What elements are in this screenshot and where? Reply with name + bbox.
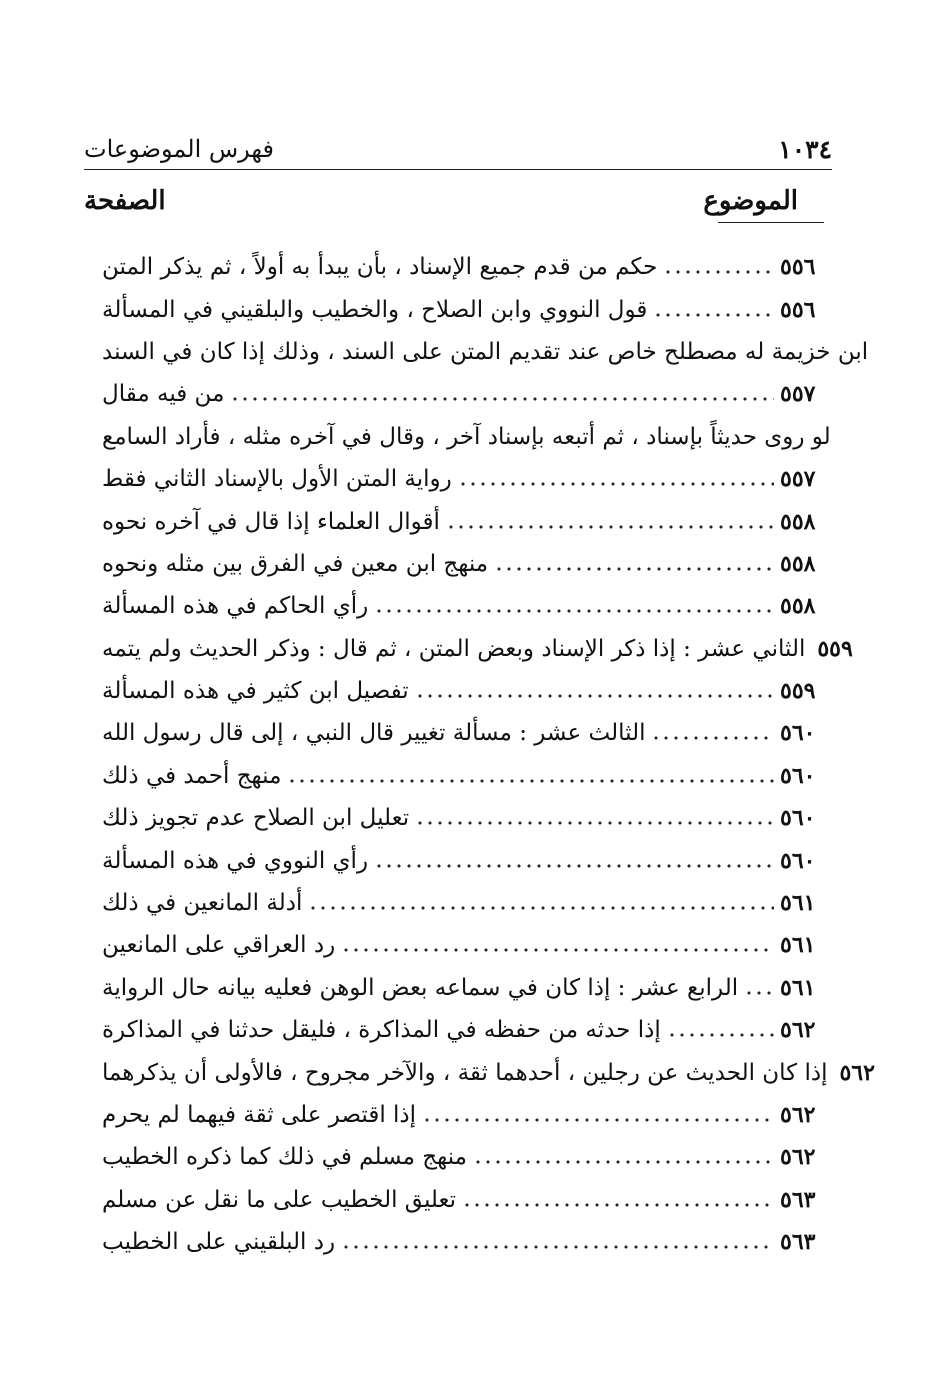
entry-page-number: ٥٥٨ [780,550,816,577]
entry-title: تعليل ابن الصلاح عدم تجويز ذلك [102,805,410,832]
entry-page-number: ٥٥٧ [780,466,816,493]
entry-title: حكم من قدم جميع الإسناد ، بأن يبدأ به أولاً ، ثم يذكر المتن [102,254,658,281]
entry-title: لو روى حديثاً بإسناد ، ثم أتبعه بإسناد آخر ، وقال في آخره مثله ، فأراد السامع [102,423,831,450]
header-title: فهرس الموضوعات [84,135,274,163]
index-entry [96,1136,832,1178]
dot-leader [230,395,774,403]
entry-page-number: ٥٥٩ [817,635,853,662]
dot-leader [374,607,774,615]
dot-leader [415,819,774,827]
entry-page-number: ٥٦٠ [780,847,816,874]
index-entry [96,967,832,1009]
entry-page-number: ٥٦١ [780,932,816,959]
entry-title: أقوال العلماء إذا قال في آخره نحوه [102,508,440,535]
entry-title: تفصيل ابن كثير في هذه المسألة [102,678,409,705]
dot-leader [663,268,774,276]
dot-leader [667,1031,774,1039]
dot-leader [473,1158,774,1166]
entry-title: إذا حدثه من حفظه في المذاكرة ، فليقل حدثنا في المذاكرة [102,1017,661,1044]
page-number: ١٠٣٤ [778,135,832,164]
entry-title: منهج ابن معين في الفرق بين مثله ونحوه [102,550,489,577]
dot-leader [446,523,774,531]
entry-title: منهج أحمد في ذلك [102,762,282,789]
entry-page-number: ٥٦٢ [780,1102,816,1128]
dot-leader [462,1201,774,1209]
entry-page-number: ٥٦١ [780,974,816,1001]
running-header [84,133,832,170]
entry-page-number: ٥٦٣ [780,1186,816,1213]
dot-leader [415,692,774,700]
entry-page-number: ٥٦٣ [780,1229,816,1256]
dot-leader [341,1243,774,1251]
index-entry [96,882,832,924]
entry-title: الثاني عشر : إذا ذكر الإسناد وبعض المتن ، ثم قال : وذكر الحديث ولم يتمه [102,635,806,662]
index-entry [96,712,832,754]
entry-page-number: ٥٥٦ [780,254,816,281]
index-entry [96,1221,832,1263]
entry-title: إذا كان الحديث عن رجلين ، أحدهما ثقة ، والآخر مجروح ، فالأولى أن يذكرهما [102,1059,828,1086]
topic-column-heading: الموضوع [703,186,798,216]
entry-page-number: ٥٦٢ [780,1017,816,1044]
dot-leader [374,862,774,870]
entry-title: منهج مسلم في ذلك كما ذكره الخطيب [102,1144,467,1171]
index-entry [96,1094,832,1136]
dot-leader [651,734,774,742]
entry-title: رأي النووي في هذه المسألة [102,847,369,874]
index-entry [96,628,853,670]
index-entry [96,416,832,458]
dot-leader [308,904,774,912]
entry-title: رد البلقيني على الخطيب [102,1229,336,1256]
page-column-heading: الصفحة [84,186,166,216]
index-entry [96,1179,832,1221]
entry-title: من فيه مقال [102,381,225,408]
entry-page-number: ٥٥٩ [780,678,816,705]
entry-page-number: ٥٥٧ [780,381,816,408]
entry-page-number: ٥٦٠ [780,805,816,832]
topic-heading-underline [718,222,824,223]
index-entry [96,331,869,373]
entry-title: الثالث عشر : مسألة تغيير قال النبي ، إلى قال رسول الله [102,720,646,747]
index-entry [96,500,832,542]
index-entry [96,373,832,415]
entry-page-number: ٥٦٠ [780,762,816,789]
entry-title: ابن خزيمة له مصطلح خاص عند تقديم المتن على السند ، وذلك إذا كان في السند [102,338,869,365]
index-entry [96,246,832,288]
entry-title: رد العراقي على المانعين [102,932,336,959]
index-entry [96,670,832,712]
entry-title: أدلة المانعين في ذلك [102,890,303,917]
entry-title: قول النووي وابن الصلاح ، والخطيب والبلقيني في المسألة [102,296,648,323]
index-entry [96,1009,832,1051]
dot-leader [744,989,774,997]
dot-leader [287,777,774,785]
entry-page-number: ٥٦٢ [839,1059,875,1086]
index-entry [96,839,832,881]
index-entry [96,755,832,797]
entry-page-number: ٥٥٨ [780,508,816,535]
index-entries [96,246,875,1263]
entry-title: رأي الحاكم في هذه المسألة [102,593,369,620]
dot-leader [458,480,774,488]
dot-leader [653,311,774,319]
index-entry [96,585,832,627]
entry-page-number: ٥٦٠ [780,720,816,747]
index-entry [96,288,832,330]
index-entry [96,1051,875,1093]
entry-page-number: ٥٥٨ [780,593,816,620]
dot-leader [422,1116,774,1124]
index-entry [96,797,832,839]
entry-page-number: ٥٦١ [780,890,816,917]
index-entry [96,543,832,585]
index-entry [96,458,832,500]
dot-leader [341,946,774,954]
entry-page-number: ٥٥٦ [780,296,816,323]
entry-title: رواية المتن الأول بالإسناد الثاني فقط [102,466,452,493]
entry-title: إذا اقتصر على ثقة فيهما لم يحرم [102,1102,417,1128]
entry-title: تعليق الخطيب على ما نقل عن مسلم [102,1186,457,1213]
dot-leader [494,565,774,573]
index-entry [96,924,832,966]
entry-title: الرابع عشر : إذا كان في سماعه بعض الوهن فعليه بيانه حال الرواية [102,974,739,1001]
entry-page-number: ٥٦٢ [780,1144,816,1171]
